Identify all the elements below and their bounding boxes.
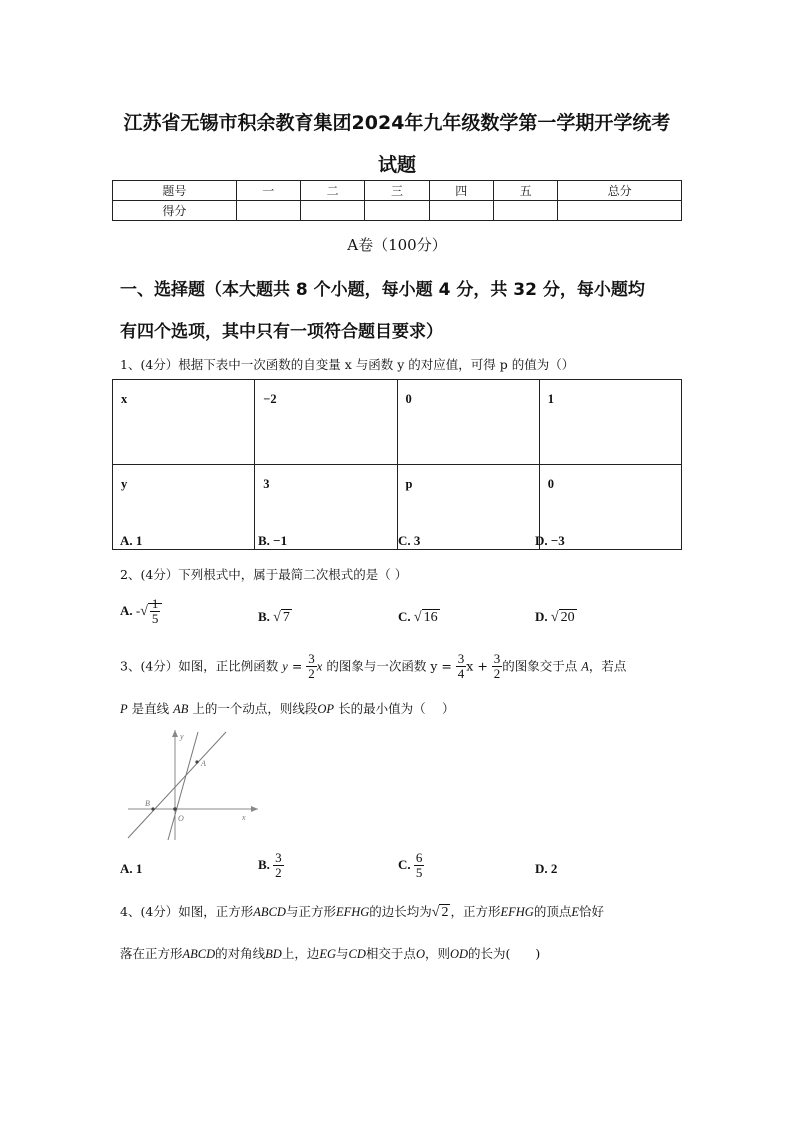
var-x: x [316,659,323,674]
page-title: 江苏省无锡市积余教育集团2024年九年级数学第一学期开学统考 [123,112,671,134]
stem-text: 的图象与一次函数 [326,658,427,674]
fraction [456,652,467,682]
denominator: 5 [415,865,423,881]
section-heading-line2: 有四个选项，其中只有一项符合题目要求） [120,322,443,342]
point-b-marker [151,807,154,810]
option-label: B. [258,609,270,624]
table-cell: 1 [539,380,681,465]
table-cell: 3 [255,465,397,550]
denominator: 2 [275,865,282,881]
y-axis-label: y [180,732,184,741]
origin-label: O [178,814,184,823]
stem-text: 的图象交于点 [502,658,578,674]
stem-text: 是直线 [131,701,170,716]
fraction [306,652,317,682]
fraction [273,851,284,881]
diagonal-bd: BD [265,947,282,961]
point-e: E [571,905,579,919]
stem-text: ，则 [424,946,450,961]
stem-text: 4、(4分）如图，正方形 [120,904,254,919]
option-label: A. [120,602,133,618]
point-b-label: B [145,799,150,808]
stem-text: 3、(4分）如图，正比例函数 [120,658,279,674]
stem-text: 相交于点 [365,946,416,961]
lhs: y = [430,658,456,674]
score-cell: 四 [429,181,493,201]
question-1-stem: 1、(4分）根据下表中一次函数的自变量 x 与函数 y 的对应值，可得 p 的值为（） [120,357,575,372]
score-cell [429,201,493,221]
score-cell [365,201,429,221]
fraction [414,851,425,881]
score-cell: 一 [236,181,300,201]
fraction [492,652,503,682]
table-cell: x [113,380,255,465]
point-a: A [581,659,589,674]
point-p: P [120,702,128,716]
paper-a-heading: A卷（100分） [347,236,447,254]
minus-sign: - [135,602,141,618]
option-label: D. [535,609,548,624]
var-x: x + [466,658,492,674]
score-cell: 总分 [558,181,682,201]
stem-text: 的长为( ) [468,946,541,961]
numerator: 3 [493,651,501,666]
score-cell: 得分 [113,201,237,221]
option-label: C. [398,856,411,872]
q3-option-b[interactable] [258,851,284,881]
stem-text: 的边长均为 [369,904,432,919]
q1-option-b[interactable]: B. −1 [258,533,288,548]
point-a-marker [195,760,198,763]
numerator: 6 [415,850,423,865]
stem-text: 的对角线 [215,946,266,961]
q3-option-c[interactable] [398,851,424,881]
stem-text: 恰好 [578,904,604,919]
numerator: 1 [151,596,159,611]
denominator: 4 [457,666,465,682]
score-cell [558,201,682,221]
segment-op: OP [317,702,335,716]
q3-option-d[interactable]: D. 2 [535,861,558,876]
score-cell: 题号 [113,181,237,201]
segment-od: OD [449,947,469,961]
table-cell: p [397,465,539,550]
table-row [113,380,682,465]
q3-figure [120,722,265,847]
radicand: 16 [423,610,438,626]
proportional-line [168,732,198,840]
denominator: 2 [493,666,501,682]
table-row [113,201,682,221]
sqrt-expression: √ 7 [273,610,290,626]
point-a-label: A [201,759,206,768]
equals: = [287,658,307,674]
q2-option-d[interactable] [535,609,577,626]
radicand: 7 [282,610,290,626]
linear-line [128,732,226,838]
table-row [113,465,682,550]
square-abcd: ABCD [182,947,216,961]
table-cell: y [113,465,255,550]
score-cell: 二 [300,181,364,201]
stem-text: 长的最小值为（ ） [338,701,455,716]
square-efhg: EFHG [500,905,534,919]
page-title-line2: 试题 [377,154,416,176]
var-y: y [282,659,288,674]
q1-option-c[interactable]: C. 3 [398,533,421,548]
option-label: B. [258,856,270,872]
origin-point [173,807,177,811]
edge-eg: EG [319,947,337,961]
stem-text: 上，边 [281,946,320,961]
edge-cd: CD [348,947,366,961]
option-label: C. [398,609,411,624]
q1-option-a[interactable]: A. 1 [120,533,143,548]
stem-text: 的顶点 [533,904,572,919]
x-axis-arrow [251,806,258,812]
radicand: 2 [441,904,449,920]
q2-option-b[interactable] [258,609,292,626]
line-ab: AB [173,702,189,716]
table-cell: −2 [255,380,397,465]
stem-text: 与正方形 [285,904,336,919]
square-efhg: EFHG [335,905,370,919]
sqrt-expression: √ 16 [413,610,438,626]
q2-option-c[interactable] [398,609,440,626]
question-3-stem-line2 [120,699,455,717]
stem-text: 上的一个动点，则线段 [192,701,318,716]
sqrt-expression: √ $\frac{1}{5}$ [140,597,162,627]
question-4-stem [120,902,604,921]
numerator: 3 [308,651,315,666]
x-axis-label: x [242,813,246,822]
q3-option-a[interactable]: A. 1 [120,861,143,876]
table-cell: 0 [539,465,681,550]
q2-option-a[interactable] [120,597,162,627]
question-4-stem-line2 [120,944,540,962]
section-heading: 一、选择题（本大题共 8 个小题，每小题 4 分，共 32 分，每小题均 [120,280,645,300]
score-cell [236,201,300,221]
score-cell [493,201,557,221]
stem-text: ，若点 [588,658,627,674]
sqrt-expression: √ 20 [550,610,575,626]
numerator: 3 [275,850,282,865]
square-abcd: ABCD [253,905,286,919]
table-row [113,181,682,201]
numerator: 3 [457,651,465,666]
denominator: 5 [151,611,159,627]
question-3-stem [120,652,626,682]
question-2-stem: 2、(4分）下列根式中，属于最简二次根式的是（ ） [120,567,408,582]
stem-text: 与 [336,946,349,961]
point-o: O [415,947,425,961]
radicand: 20 [560,610,575,626]
score-cell [300,201,364,221]
stem-text: 落在正方形 [120,946,183,961]
denominator: 2 [308,666,315,682]
xy-table [112,379,682,550]
score-cell: 三 [365,181,429,201]
stem-text: ，正方形 [450,904,501,919]
y-axis-arrow [172,730,178,737]
table-cell: 0 [397,380,539,465]
score-cell: 五 [493,181,557,201]
q1-option-d[interactable]: D. −3 [535,533,565,548]
sqrt-expression: √ 2 [431,904,449,920]
score-table [112,180,682,221]
